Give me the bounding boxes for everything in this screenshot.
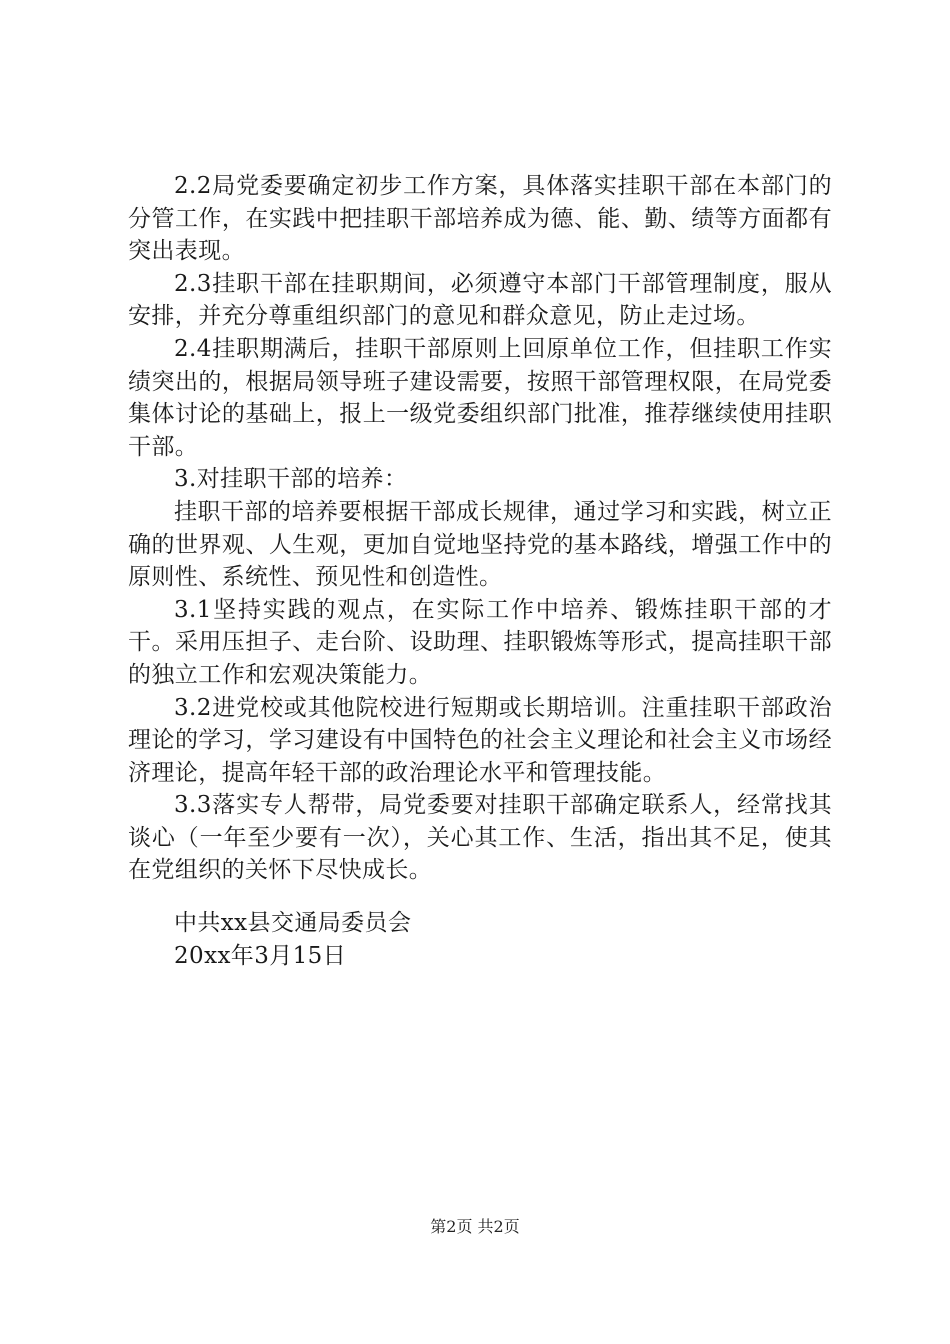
paragraph-3-2: 3.2进党校或其他院校进行短期或长期培训。注重挂职干部政治理论的学习，学习建设有中国特色的社会主义理论和社会主义市场经济理论，提高年轻干部的政治理论水平和管理技能。: [128, 694, 832, 786]
paragraph-2-4: 2.4挂职期满后，挂职干部原则上回原单位工作，但挂职工作实绩突出的，根据局领导班子建设需要，按照干部管理权限，在局党委集体讨论的基础上，报上一级党委组织部门批准，推荐继续使用挂职干部。: [128, 335, 832, 460]
paragraph-2-2: 2.2局党委要确定初步工作方案，具体落实挂职干部在本部门的分管工作，在实践中把挂职干部培养成为德、能、勤、绩等方面都有突出表现。: [128, 173, 832, 265]
signature-block: [174, 907, 411, 972]
page-number-footer: 第2页 共2页: [430, 1217, 520, 1236]
paragraph-3-3: 3.3落实专人帮带，局党委要对挂职干部确定联系人，经常找其谈心（一年至少要有一次），关心其工作、生活，指出其不足，使其在党组织的关怀下尽快成长。: [128, 792, 832, 884]
signature-date: 20xx年3月15日: [174, 942, 347, 969]
paragraph-3-1: 3.1坚持实践的观点，在实际工作中培养、锻炼挂职干部的才干。采用压担子、走台阶、设助理、挂职锻炼等形式，提高挂职干部的独立工作和宏观决策能力。: [128, 596, 832, 688]
section-heading-3: 3.对挂职干部的培养：: [174, 466, 408, 493]
paragraph-3-intro: 挂职干部的培养要根据干部成长规律，通过学习和实践，树立正确的世界观、人生观，更加自觉地坚持党的基本路线，增强工作中的原则性、系统性、预见性和创造性。: [128, 498, 832, 591]
document-body: [128, 170, 832, 887]
signature-organization: 中共xx县交通局委员会: [174, 910, 412, 936]
paragraph-2-3: 2.3挂职干部在挂职期间，必须遵守本部门干部管理制度，服从安排，并充分尊重组织部门的意见和群众意见，防止走过场。: [128, 270, 832, 330]
